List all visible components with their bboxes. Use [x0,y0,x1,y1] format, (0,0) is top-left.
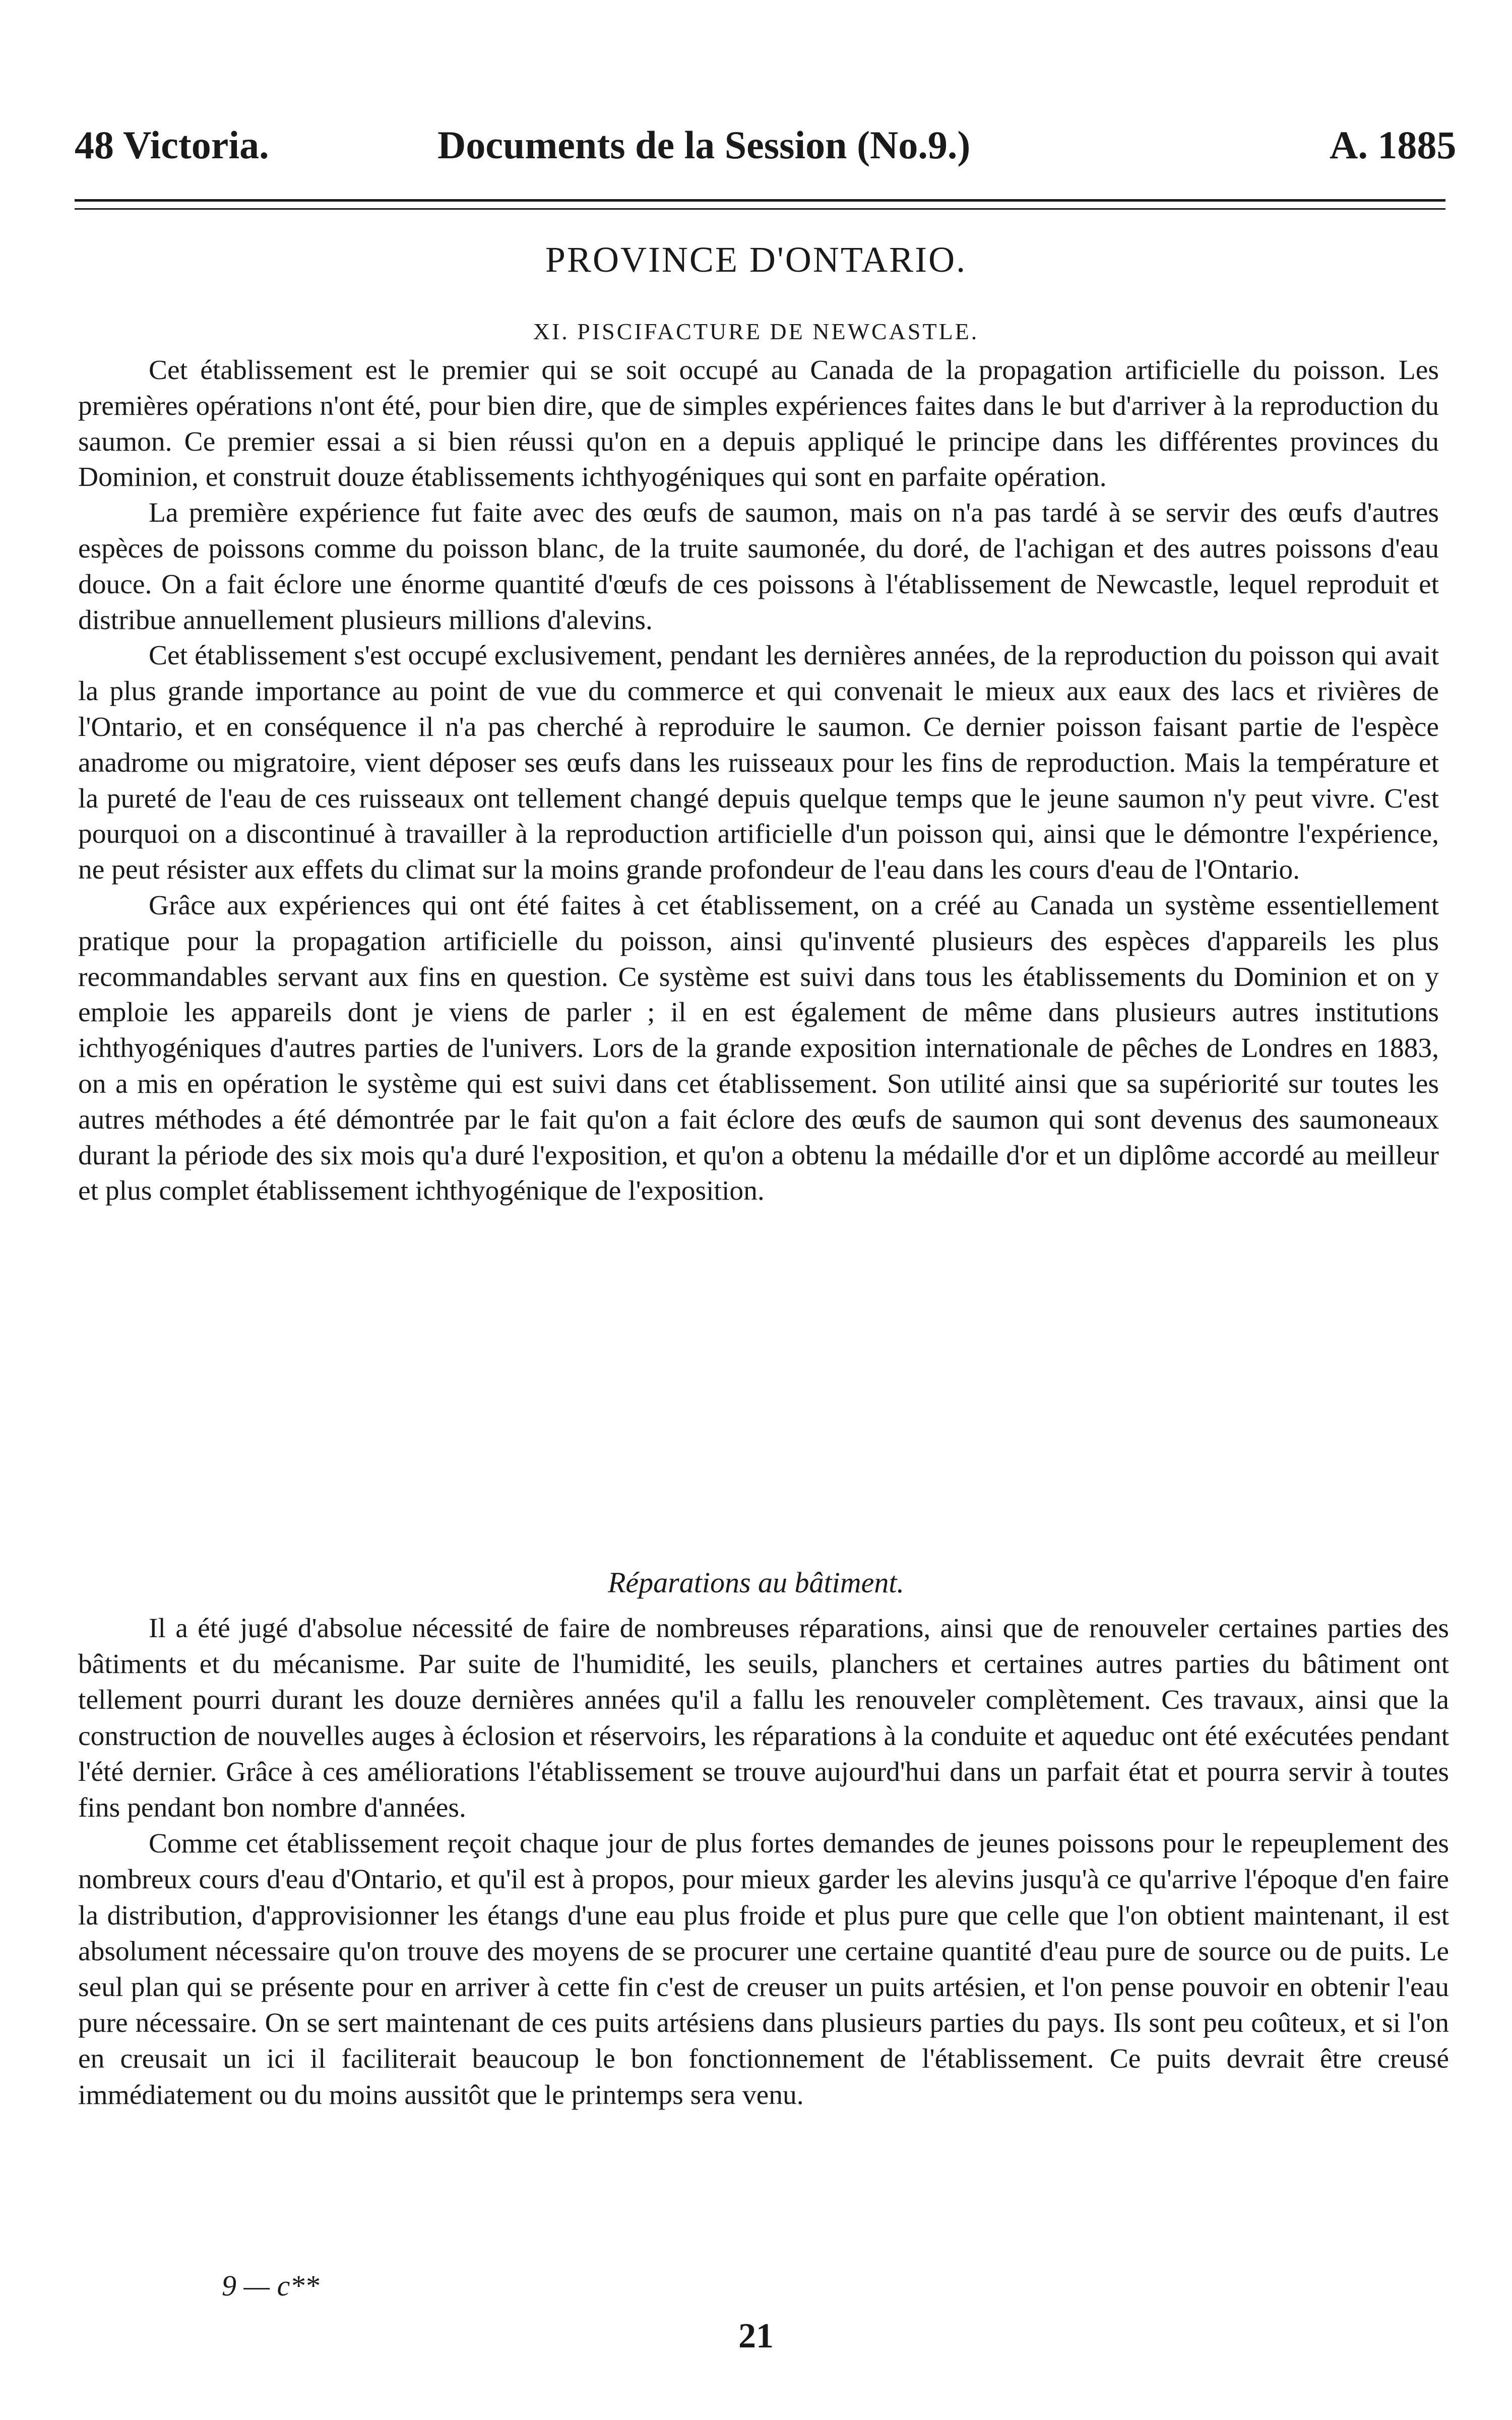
running-head [75,120,1457,170]
paragraph: Comme cet établissement reçoit chaque jour de plus fortes demandes de jeunes poissons pour le repeuplement des nombreux cours d'eau d'Ontario, et qu'il est à propos, pour mieux garder les alevins jusqu'à ce qu'arrive l'époque d'en faire la distribution, d'approvisionner les étangs d'une eau plus froide et plus pure que celle que l'on obtient maintenant, il est absolument nécessaire qu'on trouve des moyens de se procurer une certaine quantité d'eau pure de source ou de puits. Le seul plan qui se présente pour en arriver à cette fin c'est de creuser un puits artésien, et l'on pense pouvoir en obtenir l'eau pure nécessaire. On se sert maintenant de ces puits artésiens dans plusieurs parties du pays. Ils sont peu coûteux, et si l'on en creusait un ici il faciliterait beaucoup le bon fonctionnement de l'établissement. Ce puits devrait être creusé immédiatement ou du moins aussitôt que le printemps sera venu. [78,1828,1449,2111]
paragraph: Cet établissement est le premier qui se soit occupé au Canada de la propagation artificielle du poisson. Les premières opérations n'ont été, pour bien dire, que de simples expériences faites dans le but d'arriver à la reproduction du saumon. Ce premier essai a si bien réussi qu'on en a depuis appliqué le principe dans les différentes provinces du Dominion, et construit douze établissements ichthyogéniques qui sont en parfaite opération. [78,355,1439,493]
header-right: A. 1885 [1330,123,1457,167]
paragraph: Il a été jugé d'absolue nécessité de faire de nombreuses réparations, ainsi que de renouveler certaines parties des bâtiments et du mécanisme. Par suite de l'humidité, les seuils, planchers et certaines autres parties du bâtiment ont tellement pourri durant les douze dernières années qu'il a fallu les renouveler complètement. Ces travaux, ainsi que la construction de nouvelles auges à éclosion et réservoirs, les réparations à la conduite et aqueduc ont été exécutées pendant l'été dernier. Grâce à ces améliorations l'établissement se trouve aujourd'hui dans un parfait état et pourra servir à toutes fins pendant bon nombre d'années. [78,1613,1449,1824]
paragraph: La première expérience fut faite avec des œufs de saumon, mais on n'a pas tardé à se servir des œufs d'autres espèces de poissons comme du poisson blanc, de la truite saumonée, du doré, de l'achigan et des autres poissons d'eau douce. On a fait éclore une énorme quantité d'œufs de ces poissons à l'établissement de Newcastle, lequel reproduit et distribue annuellement plusieurs millions d'alevins. [78,498,1439,636]
page-number: 21 [738,2317,774,2355]
header-rule-top [75,199,1445,202]
signature-mark: 9 — c** [222,2269,320,2302]
body-text-section-2 [78,1610,1449,2113]
body-text-section-1 [78,353,1439,1209]
page-title: PROVINCE D'ONTARIO. [545,239,967,280]
header-rule-bottom [75,208,1445,210]
subheading: Réparations au bâtiment. [607,1566,904,1599]
header-left: 48 Victoria. [75,123,269,167]
paragraph: Cet établissement s'est occupé exclusivement, pendant les dernières années, de la reproduction du poisson qui avait la plus grande importance au point de vue du commerce et qui convenait le mieux aux eaux des lacs et rivières de l'Ontario, et en conséquence il n'a pas cherché à reproduire le saumon. Ce dernier poisson faisant partie de l'espèce anadrome ou migratoire, vient déposer ses œufs dans les ruisseaux pour les fins de reproduction. Mais la température et la pureté de l'eau de ces ruisseaux ont tellement changé depuis quelque temps que le jeune saumon n'y peut vivre. C'est pourquoi on a discontinué à travailler à la reproduction artificielle d'un poisson qui, ainsi que le démontre l'expérience, ne peut résister aux effets du climat sur la moins grande profondeur de l'eau dans les cours d'eau de l'Ontario. [78,640,1439,886]
section-heading: XI. PISCIFACTURE DE NEWCASTLE. [533,319,979,344]
header-center: Documents de la Session (No.9.) [437,123,971,167]
paragraph: Grâce aux expériences qui ont été faites à cet établissement, on a créé au Canada un système essentiellement pratique pour la propagation artificielle du poisson, ainsi qu'inventé plusieurs des espèces d'appareils les plus recommandables servant aux fins en question. Ce système est suivi dans tous les établissements du Dominion et on y emploie les appareils dont je viens de parler ; il en est également de même dans plusieurs autres institutions ichthyogéniques d'autres parties de l'univers. Lors de la grande exposition internationale de pêches de Londres en 1883, on a mis en opération le système qui est suivi dans cet établissement. Son utilité ainsi que sa supériorité sur toutes les autres méthodes a été démontrée par le fait qu'on a fait éclore des œufs de saumon qui sont devenus des saumoneaux durant la période des six mois qu'a duré l'exposition, et qu'on a obtenu la médaille d'or et un diplôme accordé au meilleur et plus complet établissement ichthyogénique de l'exposition. [78,890,1439,1207]
